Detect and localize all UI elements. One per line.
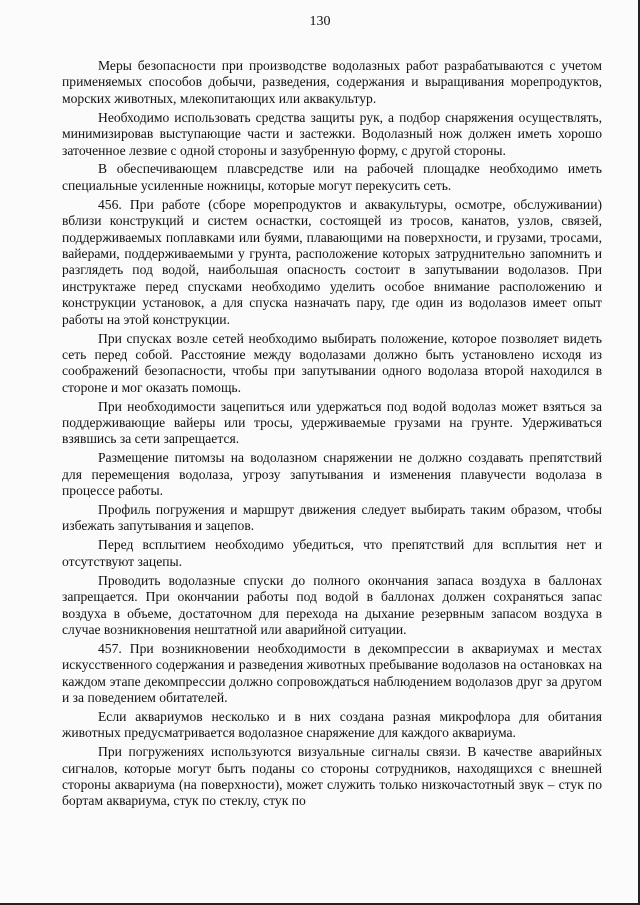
paragraph-placement: Размещение питомзы на водолазном снаряжении не должно создавать препятствий для перемещения водолаза, угрозу запутывания и изменения плавучести водолаза в процессе работы. xyxy=(62,450,602,499)
paragraph-456: 456. При работе (сборе морепродуктов и аквакультуры, осмотре, обслуживании) вблизи конструкций и систем оснастки, состоящей из тросов, канатов, узлов, связей, поддерживаемых поплавками или буями, плавающими на поверхности, и грузами, тросами, вайерами, поддерживаемыми у грунта, расположение которых затруднительно запомнить и разглядеть под водой, наибольшая опасность состоит в запутывании водолазов. При инструктаже перед спусками необходимо уделить особое внимание расположению и конструкции установок, а для спуска назначать пару, где один из водолазов имеет опыт работы на этой конструкции. xyxy=(62,196,602,327)
paragraph-457: 457. При возникновении необходимости в декомпрессии в аквариумах и местах искусственного содержания и разведения животных пребывание водолазов на остановках на каждом этапе декомпрессии должно сопровождаться наблюдением водолазов друг за другом и за поведением обитателей. xyxy=(62,640,602,706)
paragraph-scissors: В обеспечивающем плавсредстве или на рабочей площадке необходимо иметь специальные усиленные ножницы, которые могут перекусить сеть. xyxy=(62,161,602,193)
page-number: 130 xyxy=(309,14,331,29)
document-body xyxy=(62,58,602,812)
paragraph-dive-profile: Профиль погружения и маршрут движения следует выбирать таким образом, чтобы избежать запутывания и зацепов. xyxy=(62,502,602,534)
paragraph-hand-protection: Необходимо использовать средства защиты рук, а подбор снаряжения осуществлять, минимизировав выступающие части и застежки. Водолазный нож должен иметь хорошо заточенное лезвие с одной стороны и зазубренную форму, с другой стороны. xyxy=(62,109,602,158)
paragraph-air-supply: Проводить водолазные спуски до полного окончания запаса воздуха в баллонах запрещается. При окончании работы под водой в баллонах должен сохраняться запас воздуха в объеме, достаточном для перехода на дыхание резервным запасом воздуха в случае возникновения нештатной или аварийной ситуации. xyxy=(62,572,602,637)
paragraph-aquariums: Если аквариумов несколько и в них создана разная микрофлора для обитания животных предусматривается водолазное снаряжение для каждого аквариума. xyxy=(62,708,602,741)
paragraph-safety-measures: Меры безопасности при производстве водолазных работ разрабатываются с учетом применяемых способов добычи, разведения, содержания и выращивания морепродуктов, морских животных, млекопитающих или аквакультур. xyxy=(62,58,602,106)
paragraph-holding: При необходимости зацепиться или удержаться под водой водолаз может взяться за поддерживающие вайеры или тросы, удерживаемые грузами на грунте. Удерживаться взявшись за сети запрещается. xyxy=(62,398,602,447)
paragraph-nets-position: При спусках возле сетей необходимо выбирать положение, которое позволяет видеть сеть перед собой. Расстояние между водолазами должно быть установлено исходя из соображений безопасности, чтобы при запутывании одного водолаза второй находился в стороне и мог оказать помощь. xyxy=(62,330,602,395)
paragraph-signals: При погружениях используются визуальные сигналы связи. В качестве аварийных сигналов, которые могут быть поданы со стороны сотрудников, находящихся с внешней стороны аквариума (на поверхности), может служить только низкочастотный звук – стук по бортам аквариума, стук по стеклу, стук по xyxy=(62,744,602,809)
paragraph-before-ascent: Перед всплытием необходимо убедиться, что препятствий для всплытия нет и отсутствуют зацепы. xyxy=(62,537,602,569)
